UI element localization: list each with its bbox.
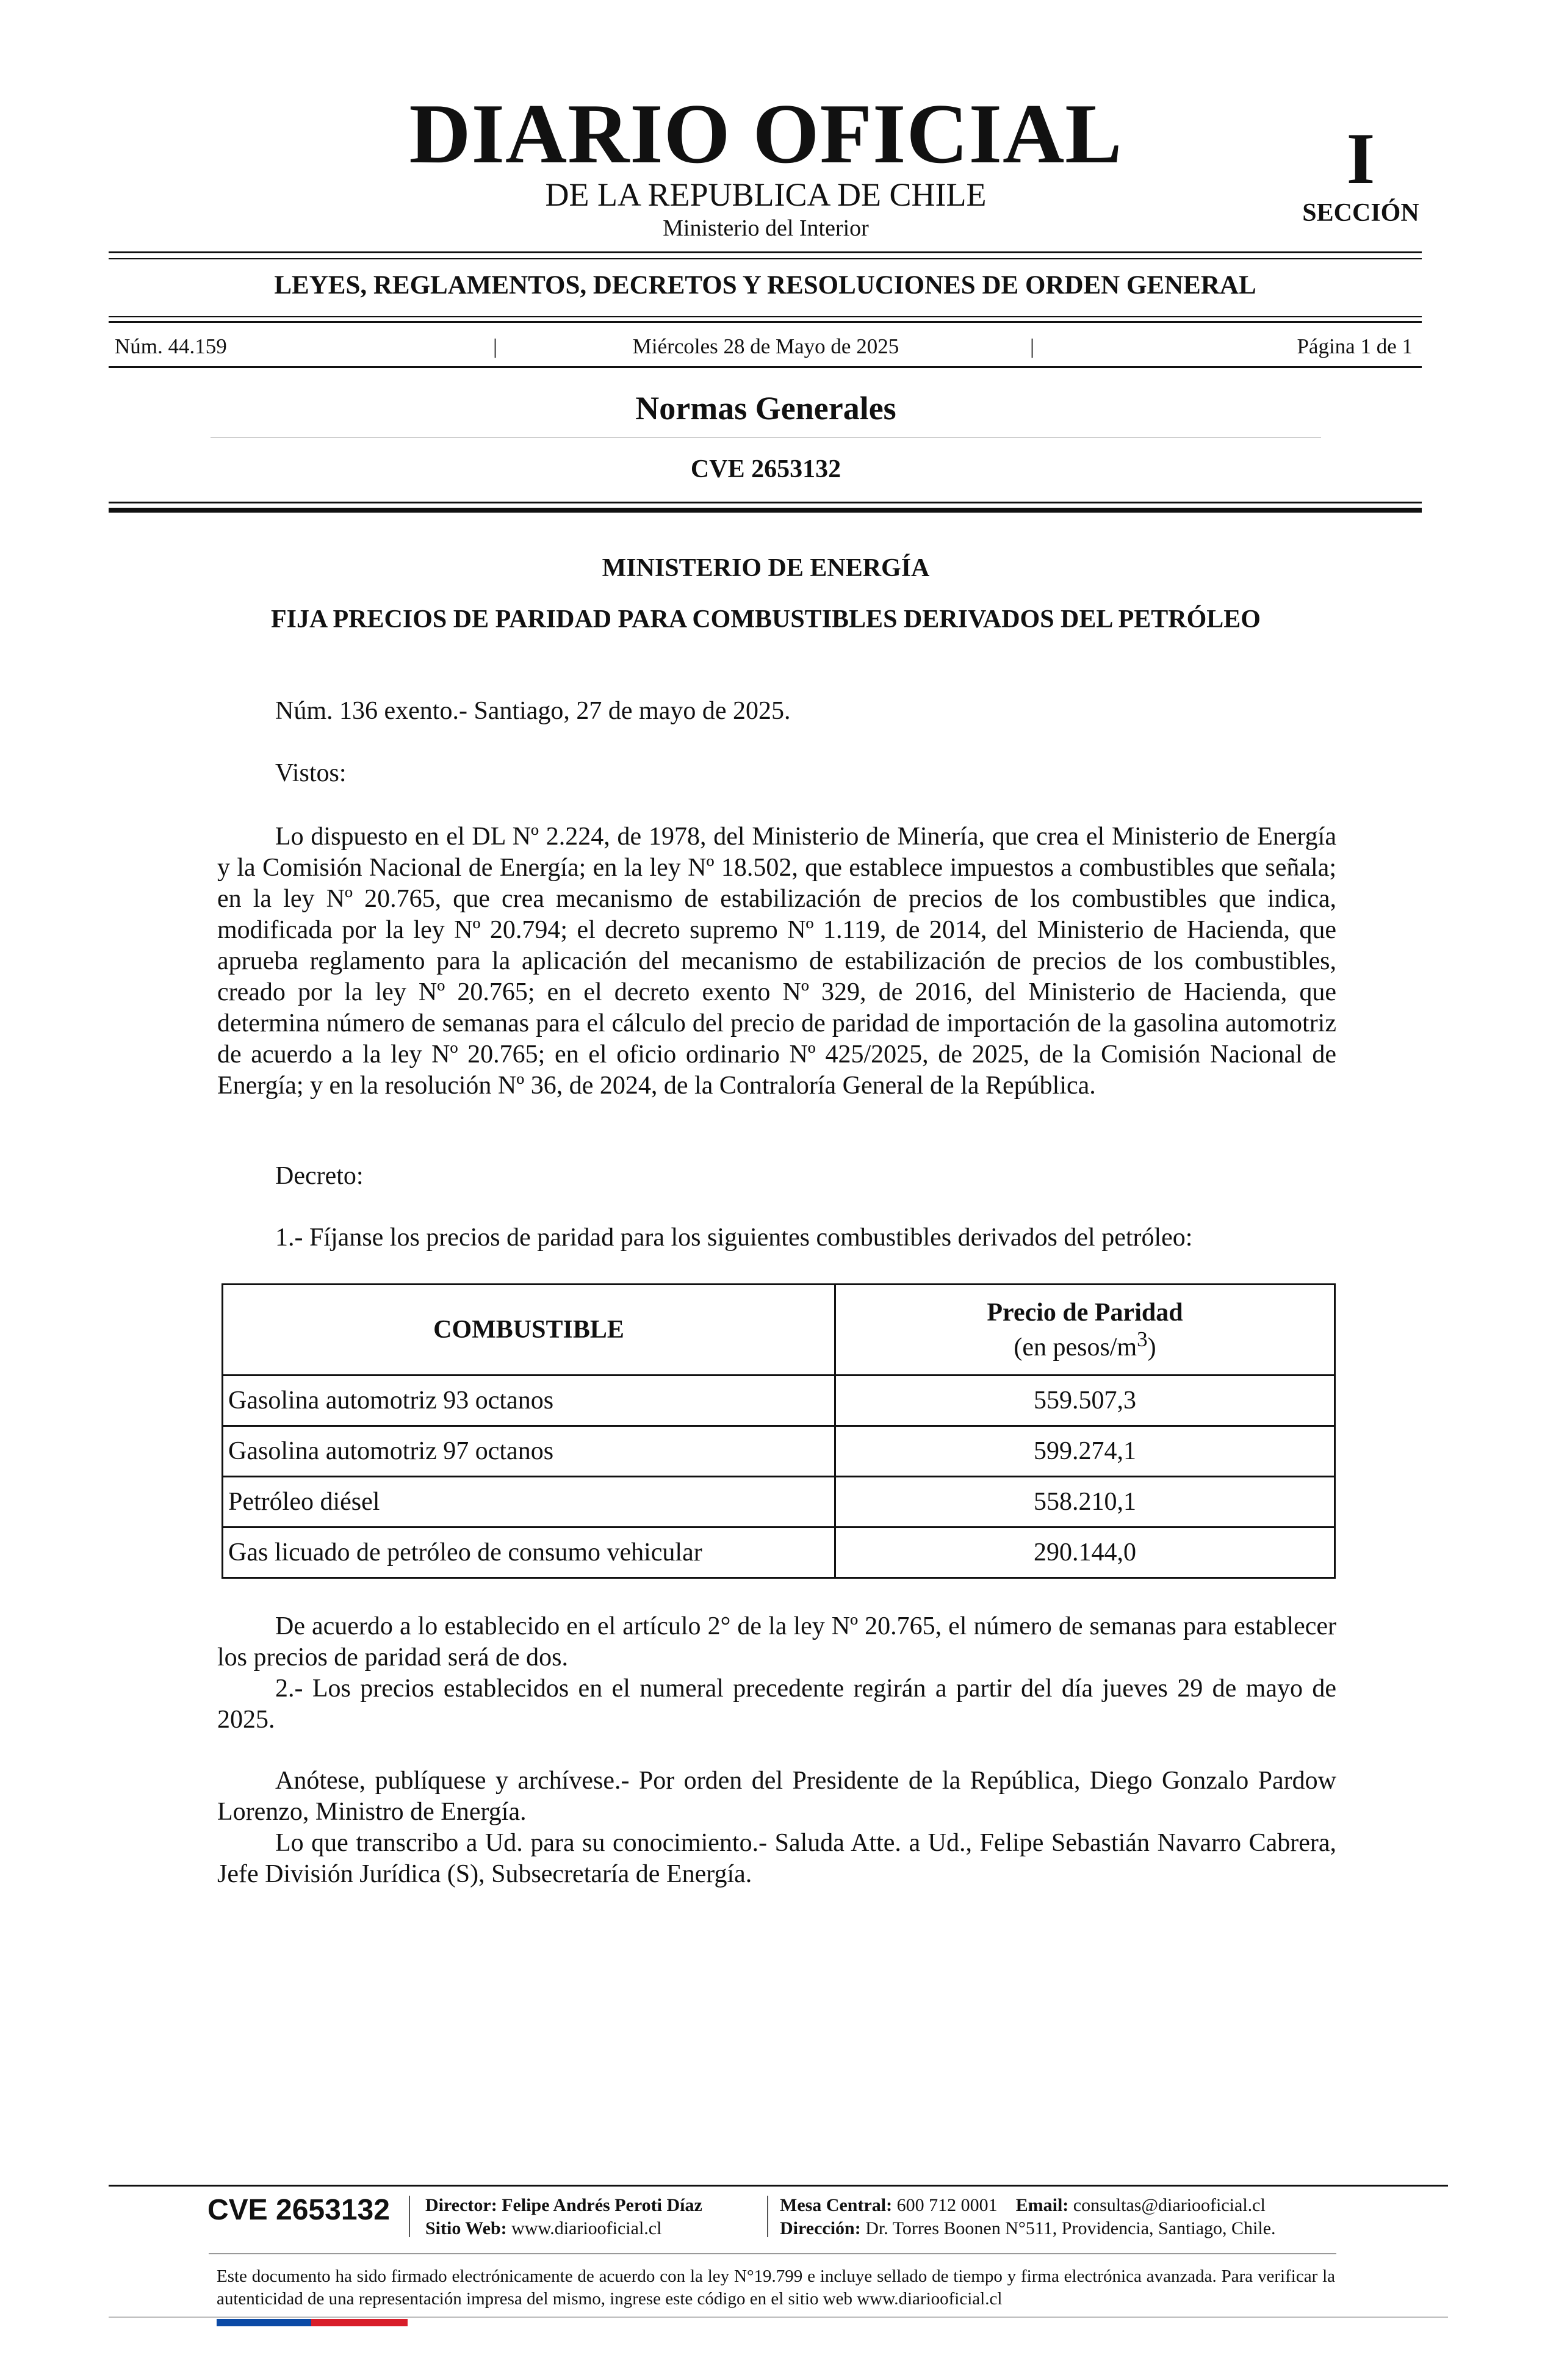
footer-director: Director: Felipe Andrés Peroti Díaz xyxy=(425,2195,702,2215)
masthead-ministry: Ministerio del Interior xyxy=(663,215,869,241)
norms-divider xyxy=(211,437,1321,438)
price-cell: 290.144,0 xyxy=(835,1527,1335,1578)
weeks-paragraph: De acuerdo a lo establecido en el artículo 2° de la ley Nº 20.765, el número de semanas para establecer los precios de paridad será de dos. xyxy=(217,1612,1336,1671)
page-count: Página 1 de 1 xyxy=(1297,334,1413,358)
unit-suffix: ) xyxy=(1147,1333,1156,1361)
banner-rule-1 xyxy=(109,316,1422,317)
flag-stripe-red xyxy=(311,2319,408,2326)
banner-rule-2 xyxy=(109,321,1422,323)
header-rule-2 xyxy=(109,508,1422,513)
closing-paragraph-1: Anótese, publíquese y archívese.- Por orden del Presidente de la República, Diego Gonzalo Pardow Lorenzo, Ministro de Energía. xyxy=(217,1767,1336,1826)
decree-number: Núm. 136 exento.- Santiago, 27 de mayo de 2025. xyxy=(275,697,791,725)
price-header-title: Precio de Paridad xyxy=(987,1298,1183,1327)
article-1: 1.- Fíjanse los precios de paridad para los siguientes combustibles derivados del petróleo: xyxy=(275,1224,1193,1252)
price-cell: 558.210,1 xyxy=(835,1477,1335,1527)
decreto-label: Decreto: xyxy=(275,1162,364,1190)
column-header-fuel: COMBUSTIBLE xyxy=(223,1285,835,1376)
masthead-subtitle: DE LA REPUBLICA DE CHILE xyxy=(545,176,987,213)
column-header-price xyxy=(835,1285,1335,1376)
price-cell: 599.274,1 xyxy=(835,1426,1335,1477)
table-row xyxy=(223,1426,1335,1477)
table-row xyxy=(223,1376,1335,1426)
footer-address: Dirección: Dr. Torres Boonen N°511, Providencia, Santiago, Chile. xyxy=(780,2218,1276,2238)
vistos-paragraph: Lo dispuesto en el DL Nº 2.224, de 1978, del Ministerio de Minería, que crea el Ministerio de Energía y la Comisión Nacional de Energía; en la ley Nº 18.502, que establece impuestos a combustibles que señala; en la ley Nº 20.765, que crea mecanismo de estabilización de precios de los combustibles que indica, modificada por la ley Nº 20.794; el decreto supremo Nº 1.119, de 2014, del Ministerio de Hacienda, que aprueba reglamento para la aplicación del mecanismo de estabilización de precios de los combustibles, creado por la ley Nº 20.765; en el decreto exento Nº 329, de 2016, del Ministerio de Hacienda, que determina número de semanas para el cálculo del precio de paridad de importación de la gasolina automotriz de acuerdo a la ley Nº 20.765; en el oficio ordinario Nº 425/2025, de 2025, de la Comisión Nacional de Energía; y en la resolución Nº 36, de 2024, de la Contraloría General de la República. xyxy=(217,823,1336,1100)
article-2: 2.- Los precios establecidos en el numeral precedente regirán a partir del día jueves 29 de mayo de 2025. xyxy=(217,1675,1336,1734)
flag-stripe-blue xyxy=(217,2319,311,2326)
table-row xyxy=(223,1527,1335,1578)
vistos-label: Vistos: xyxy=(275,759,347,787)
footer-separator xyxy=(767,2196,768,2237)
footer-contact-block xyxy=(780,2194,1276,2240)
header-rule-1 xyxy=(109,502,1422,503)
fuel-cell: Petróleo diésel xyxy=(223,1477,835,1527)
footer-notice: Este documento ha sido firmado electrónicamente de acuerdo con la ley N°19.799 e incluye sellado de tiempo y firma electrónica avanzada. Para verificar la autenticidad de una representación impresa del mismo, ingrese este código en el sitio web www.diariooficial.cl xyxy=(217,2266,1335,2309)
price-header-unit xyxy=(841,1327,1329,1362)
email-link[interactable]: consultas@diariooficial.cl xyxy=(1073,2195,1266,2215)
website-link[interactable]: www.diariooficial.cl xyxy=(511,2218,662,2238)
price-table xyxy=(222,1283,1336,1579)
footer-cve-code: CVE 2653132 xyxy=(207,2194,390,2226)
section-label: SECCIÓN xyxy=(1302,199,1419,227)
decree-title: FIJA PRECIOS DE PARIDAD PARA COMBUSTIBLES DERIVADOS DEL PETRÓLEO xyxy=(271,605,1261,633)
footer-divider xyxy=(209,2253,1336,2254)
ministry-heading: MINISTERIO DE ENERGÍA xyxy=(602,554,930,582)
norms-heading: Normas Generales xyxy=(635,390,896,427)
issue-line-rule xyxy=(109,366,1422,368)
issue-number: Núm. 44.159 xyxy=(115,334,227,358)
price-cell: 559.507,3 xyxy=(835,1376,1335,1426)
section-numeral: I xyxy=(1346,118,1375,199)
footer-phone-email: Mesa Central: 600 712 0001 Email: consultas@diariooficial.cl xyxy=(780,2195,1266,2215)
unit-prefix: (en pesos/m xyxy=(1014,1333,1137,1361)
masthead-rule-top xyxy=(109,251,1422,253)
issue-separator: | xyxy=(493,334,498,358)
cve-code: CVE 2653132 xyxy=(690,455,841,483)
table-header-row xyxy=(223,1285,1335,1376)
footer-separator xyxy=(409,2196,410,2237)
laws-banner: LEYES, REGLAMENTOS, DECRETOS Y RESOLUCIONES DE ORDEN GENERAL xyxy=(274,271,1256,300)
masthead-title: DIARIO OFICIAL xyxy=(409,87,1123,181)
footer-bottom-rule xyxy=(109,2317,1448,2318)
closing-paragraph-2: Lo que transcribo a Ud. para su conocimiento.- Saluda Atte. a Ud., Felipe Sebastián Navarro Cabrera, Jefe División Jurídica (S), Subsecretaría de Energía. xyxy=(217,1829,1336,1888)
fuel-cell: Gasolina automotriz 93 octanos xyxy=(223,1376,835,1426)
footer-director-block xyxy=(425,2194,702,2240)
masthead-rule-bottom xyxy=(109,258,1422,259)
table-row xyxy=(223,1477,1335,1527)
issue-date: Miércoles 28 de Mayo de 2025 xyxy=(632,334,899,358)
unit-superscript: 3 xyxy=(1137,1327,1148,1351)
footer-website: Sitio Web: www.diariooficial.cl xyxy=(425,2218,662,2238)
fuel-cell: Gas licuado de petróleo de consumo vehicular xyxy=(223,1527,835,1578)
issue-separator: | xyxy=(1030,334,1035,358)
footer-rule xyxy=(109,2185,1448,2187)
fuel-cell: Gasolina automotriz 97 octanos xyxy=(223,1426,835,1477)
